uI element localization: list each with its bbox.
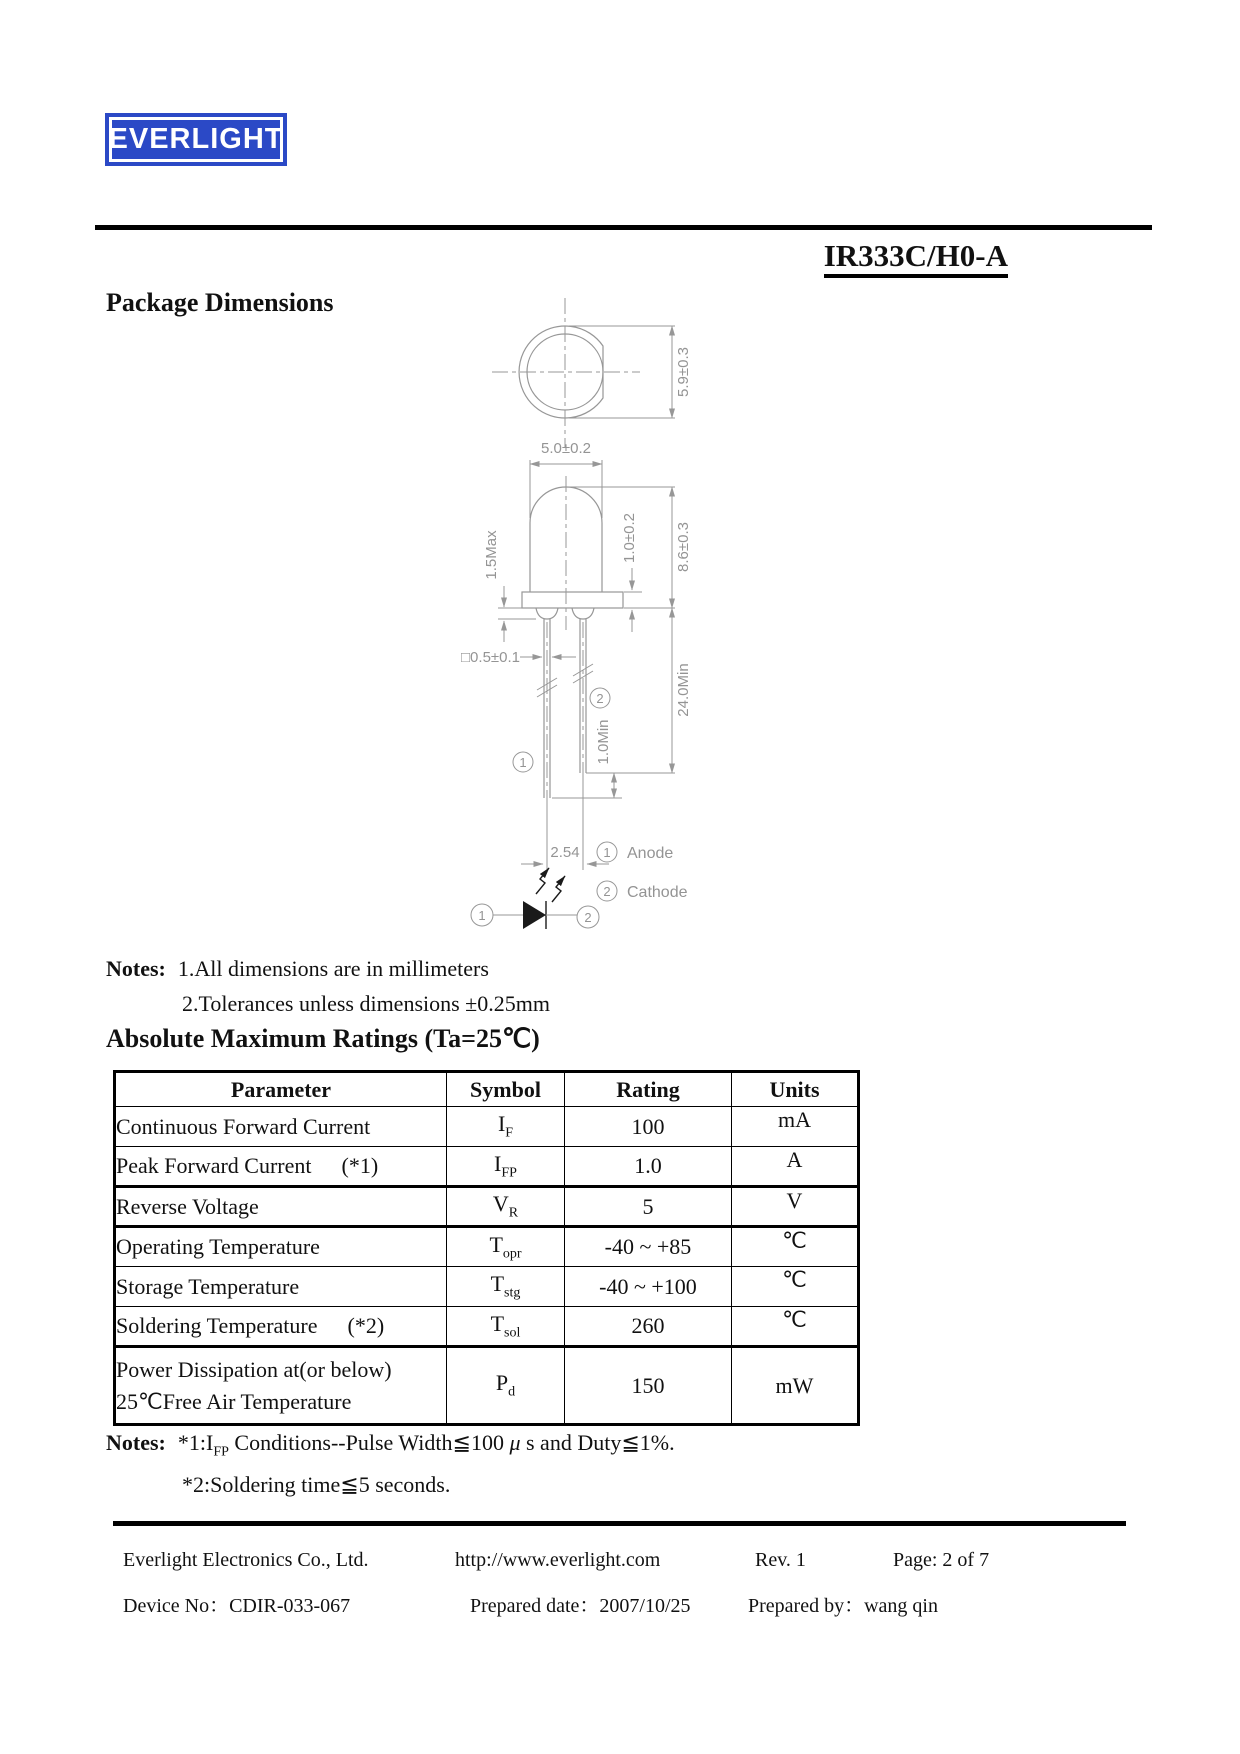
notes-label: Notes: xyxy=(106,1430,166,1455)
dim-lead-square-label: □0.5±0.1 xyxy=(461,649,520,666)
footer-company: Everlight Electronics Co., Ltd. xyxy=(123,1549,369,1571)
header-rule xyxy=(95,225,1152,230)
leads xyxy=(537,619,593,808)
svg-text:2: 2 xyxy=(596,691,604,706)
emission-arrow xyxy=(536,868,549,894)
table-row: Storage Temperature $T_{stg}$ -40 ~ +100 ℃ xyxy=(115,1267,859,1307)
legend-cathode xyxy=(597,881,688,901)
front-view xyxy=(461,440,692,870)
ratings-table xyxy=(113,1070,860,1426)
table-row: Continuous Forward Current $I_F$ 100 mA xyxy=(115,1107,859,1147)
ratings-note-2: *2:Soldering time≦5 seconds. xyxy=(182,1472,451,1498)
svg-text:2: 2 xyxy=(603,884,611,899)
svg-text:2: 2 xyxy=(584,910,592,925)
note-line-1: Notes: 1.All dimensions are in millimeters xyxy=(106,956,489,981)
table-row: Reverse Voltage $V_R$ 5 V xyxy=(115,1187,859,1227)
col-header-rating: Rating xyxy=(565,1072,732,1107)
top-view xyxy=(492,298,692,448)
table-header-row xyxy=(115,1072,859,1107)
dim-lead-length-label: 24.0Min xyxy=(675,663,692,717)
part-number: IR333C/H0-A xyxy=(600,238,1008,274)
dim-body-width-label: 5.0±0.2 xyxy=(541,440,591,457)
dim-top-diameter-label: 5.9±0.3 xyxy=(675,347,692,397)
emission-arrow xyxy=(552,876,565,902)
ratings-title: Absolute Maximum Ratings (Ta=25℃) xyxy=(106,1024,540,1053)
footer-prepared-date: Prepared date：2007/10/25 xyxy=(470,1595,691,1617)
dim-lead-tip-label: 1.0Min xyxy=(595,719,612,765)
legend-anode xyxy=(597,842,673,862)
note-line-2: 2.Tolerances unless dimensions ±0.25mm xyxy=(182,991,550,1016)
dim-standoff-label: 1.5Max xyxy=(483,530,500,580)
footer-prepared-by: Prepared by：wang qin xyxy=(748,1595,938,1617)
led-symbol xyxy=(471,868,599,929)
package-drawing xyxy=(330,290,790,950)
footer-revision: Rev. 1 xyxy=(755,1549,806,1571)
svg-text:1: 1 xyxy=(603,845,611,860)
table-row: Soldering Temperature (*2) $T_{sol}$ 260 ℃ xyxy=(115,1307,859,1347)
dim-body-height-label: 8.6±0.3 xyxy=(675,522,692,572)
dimension-notes xyxy=(106,956,550,1017)
dim-lead-pitch-label: 2.54 xyxy=(550,844,580,861)
pin1-marker xyxy=(513,752,533,772)
section-title-package-dimensions: Package Dimensions xyxy=(106,288,334,317)
everlight-logo xyxy=(105,113,287,166)
footer-page-number: Page: 2 of 7 xyxy=(893,1549,990,1571)
col-header-units: Units xyxy=(732,1072,859,1107)
svg-text:Anode: Anode xyxy=(627,845,674,862)
logo-text: EVERLIGHT xyxy=(108,123,284,155)
col-header-symbol: Symbol xyxy=(447,1072,565,1107)
svg-text:1: 1 xyxy=(478,908,486,923)
svg-text:1: 1 xyxy=(519,755,527,770)
footer-device-no: Device No：CDIR-033-067 xyxy=(123,1595,351,1617)
footer-rule xyxy=(113,1521,1126,1526)
table-row: Power Dissipation at(or below) 25℃Free Air Temperature $P_d$ 150 mW xyxy=(115,1347,859,1425)
pin2-marker xyxy=(590,688,610,708)
table-row: Operating Temperature $T_{opr}$ -40 ~ +85 ℃ xyxy=(115,1227,859,1267)
ratings-note-1: Notes: $*1:I_{FP}$ Conditions--Pulse Width≦100 μ s and Duty≦1%. xyxy=(106,1430,675,1460)
table-row: Peak Forward Current (*1) $I_{FP}$ 1.0 A xyxy=(115,1147,859,1187)
dim-flange-thickness-label: 1.0±0.2 xyxy=(621,513,638,563)
col-header-parameter: Parameter xyxy=(115,1072,447,1107)
notes-label: Notes: xyxy=(106,956,166,981)
ratings-notes xyxy=(106,1430,675,1498)
svg-text:Cathode: Cathode xyxy=(627,884,688,901)
footer-website: http://www.everlight.com xyxy=(455,1549,661,1571)
diode-triangle xyxy=(523,901,546,929)
